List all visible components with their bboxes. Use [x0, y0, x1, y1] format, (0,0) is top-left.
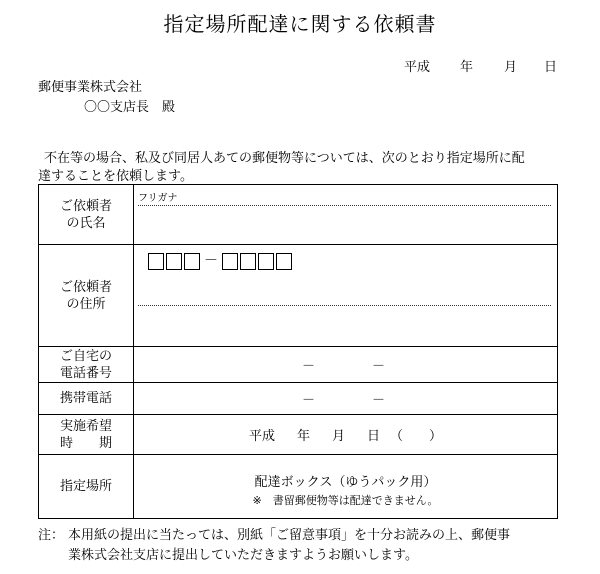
home-phone-row [39, 347, 558, 383]
impl-weekday: （ ） [390, 429, 443, 444]
postal-digit-box[interactable] [222, 253, 238, 270]
mobile-phone-label: 携帯電話 [39, 383, 134, 415]
place-label: 指定場所 [39, 455, 134, 519]
intro-line-1: 不在等の場合、私及び同居人あての郵便物等については、次のとおり指定場所に配 [44, 151, 525, 166]
home-phone-label-line2: 電話番号 [59, 365, 112, 381]
implementation-label-line2: 時 期 [59, 435, 112, 451]
furigana-label: フリガナ [138, 193, 178, 204]
name-label [39, 185, 134, 245]
postal-digit-box[interactable] [276, 253, 292, 270]
implementation-field[interactable] [134, 415, 558, 455]
impl-era: 平成 [248, 429, 275, 444]
name-field[interactable] [134, 185, 558, 245]
place-value: 配達ボックス（ゆうパック用） [254, 475, 437, 490]
postal-digit-box[interactable] [148, 253, 164, 270]
place-field [134, 455, 558, 519]
postal-digit-box[interactable] [184, 253, 200, 270]
implementation-row [39, 415, 558, 455]
address-row [39, 245, 558, 347]
address-label-line2: の住所 [66, 296, 106, 312]
date-era: 平成 [404, 60, 431, 75]
mobile-phone-field[interactable] [134, 383, 558, 415]
impl-day: 日 [367, 429, 381, 444]
mobile-phone-dash-1: － [302, 393, 316, 408]
request-form-table [38, 184, 558, 519]
home-phone-dash-1: － [302, 359, 316, 374]
intro-text [38, 150, 568, 186]
name-row [39, 185, 558, 245]
impl-month: 月 [331, 429, 345, 444]
address-label-line1: ご依頼者 [59, 279, 112, 295]
postal-digit-box[interactable] [240, 253, 256, 270]
postal-dash: － [204, 253, 218, 269]
furigana-divider [138, 205, 551, 206]
mobile-phone-dash-2: － [372, 393, 386, 408]
addressee-company: 郵便事業株式会社 [38, 80, 143, 95]
place-note: ※ 書留郵便物等は配達できません。 [252, 494, 439, 507]
implementation-label-line1: 実施希望 [59, 418, 112, 434]
postal-code-boxes[interactable] [148, 253, 294, 270]
note-line-2: 業株式会社支店に提出していただきますようお願いします。 [68, 548, 418, 563]
home-phone-field[interactable] [134, 347, 558, 383]
postal-digit-box[interactable] [258, 253, 274, 270]
date-month: 月 [504, 60, 518, 75]
date-year: 年 [460, 60, 474, 75]
name-label-line2: の氏名 [66, 215, 106, 231]
home-phone-label-line1: ご自宅の [59, 348, 112, 364]
address-field[interactable] [134, 245, 558, 347]
address-divider [138, 305, 551, 306]
intro-line-2: 達することを依頼します。 [38, 169, 193, 184]
postal-digit-box[interactable] [166, 253, 182, 270]
mobile-phone-row [39, 383, 558, 415]
home-phone-label [39, 347, 134, 383]
document-title: 指定場所配達に関する依頼書 [163, 12, 437, 36]
note-line-1: 本用紙の提出に当たっては、別紙「ご留意事項」を十分お読みの上、郵便事 [68, 528, 511, 543]
submission-date [404, 56, 557, 75]
home-phone-dash-2: － [372, 359, 386, 374]
footer-note [38, 526, 568, 566]
impl-year: 年 [296, 429, 310, 444]
name-label-line1: ご依頼者 [59, 198, 112, 214]
implementation-label [39, 415, 134, 455]
date-day: 日 [544, 60, 558, 75]
note-mark: 注： [38, 528, 65, 543]
addressee-manager: 〇〇支店長 殿 [84, 100, 176, 115]
place-row [39, 455, 558, 519]
address-label [39, 245, 134, 347]
